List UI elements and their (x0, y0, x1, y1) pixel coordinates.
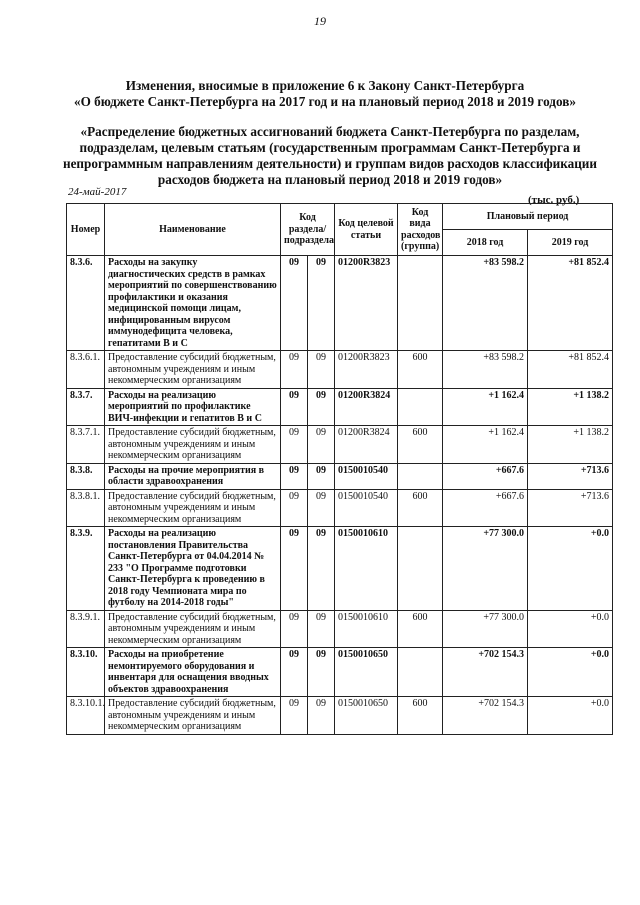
row-number: 8.3.6. (67, 256, 105, 351)
row-name: Предоставление субсидий бюджетным, автономным учреждениям и иным некоммерческим организациям (105, 697, 281, 735)
document-subtitle: «Распределение бюджетных ассигнований бюджета Санкт-Петербурга по разделам, подразделам, целевым статьям (государственным программам Санкт-Петербурга и непрограммным направлениям деятельности) и группам видов расходов классификации расходов бюджета на плановый период 2018 и 2019 годов» (62, 124, 597, 187)
header-name: Наименование (105, 204, 281, 256)
row-subsection: 09 (308, 351, 335, 389)
row-type: 600 (398, 610, 443, 648)
row-target: 0150010540 (335, 463, 398, 489)
row-section: 09 (281, 697, 308, 735)
row-number: 8.3.8.1. (67, 489, 105, 527)
row-section: 09 (281, 610, 308, 648)
table-row (67, 648, 613, 697)
unit-label: (тыс. руб.) (528, 194, 580, 206)
row-2018: +667.6 (443, 463, 528, 489)
header-number: Номер (67, 204, 105, 256)
row-type (398, 388, 443, 426)
budget-table (66, 203, 613, 735)
header-plan: Плановый период (443, 204, 613, 230)
row-type (398, 527, 443, 611)
row-name: Предоставление субсидий бюджетным, автономным учреждениям и иным некоммерческим организациям (105, 426, 281, 464)
header-target: Код целевой статьи (335, 204, 398, 256)
header-type: Код вида расходов (группа) (398, 204, 443, 256)
row-subsection: 09 (308, 256, 335, 351)
row-subsection: 09 (308, 463, 335, 489)
row-2019: +0.0 (528, 610, 613, 648)
row-2019: +1 138.2 (528, 388, 613, 426)
row-target: 01200R3824 (335, 426, 398, 464)
header-2018: 2018 год (443, 230, 528, 256)
row-name: Расходы на реализацию постановления Правительства Санкт-Петербурга от 04.04.2014 № 233 "О Программе подготовки Санкт-Петербурга к проведению в 2018 году Чемпионата мира по футболу на 2014-2018 годы" (105, 527, 281, 611)
row-subsection: 09 (308, 697, 335, 735)
row-target: 0150010650 (335, 697, 398, 735)
row-type: 600 (398, 351, 443, 389)
row-subsection: 09 (308, 489, 335, 527)
row-2019: +713.6 (528, 463, 613, 489)
row-2019: +713.6 (528, 489, 613, 527)
table-row (67, 351, 613, 389)
row-subsection: 09 (308, 610, 335, 648)
row-2019: +81 852.4 (528, 256, 613, 351)
row-target: 0150010610 (335, 610, 398, 648)
row-name: Расходы на реализацию мероприятий по профилактике ВИЧ-инфекции и гепатитов В и С (105, 388, 281, 426)
row-target: 0150010540 (335, 489, 398, 527)
row-number: 8.3.9. (67, 527, 105, 611)
document-title (40, 78, 610, 110)
row-2019: +0.0 (528, 697, 613, 735)
row-name: Предоставление субсидий бюджетным, автономным учреждениям и иным некоммерческим организациям (105, 489, 281, 527)
table-row (67, 388, 613, 426)
row-number: 8.3.7. (67, 388, 105, 426)
row-target: 0150010610 (335, 527, 398, 611)
row-2019: +0.0 (528, 648, 613, 697)
row-section: 09 (281, 351, 308, 389)
page-number: 19 (314, 14, 326, 28)
row-name: Предоставление субсидий бюджетным, автономным учреждениям и иным некоммерческим организациям (105, 351, 281, 389)
row-type (398, 463, 443, 489)
header-2019: 2019 год (528, 230, 613, 256)
header-section: Код раздела/ подраздела (281, 204, 335, 256)
row-2019: +81 852.4 (528, 351, 613, 389)
table-row (67, 256, 613, 351)
row-section: 09 (281, 489, 308, 527)
table-body (67, 256, 613, 735)
row-number: 8.3.7.1. (67, 426, 105, 464)
table-row (67, 610, 613, 648)
row-number: 8.3.10. (67, 648, 105, 697)
row-subsection: 09 (308, 648, 335, 697)
table-row (67, 489, 613, 527)
row-number: 8.3.8. (67, 463, 105, 489)
row-subsection: 09 (308, 388, 335, 426)
row-target: 01200R3823 (335, 351, 398, 389)
row-2018: +1 162.4 (443, 388, 528, 426)
title-line-2: «О бюджете Санкт-Петербурга на 2017 год и на плановый период 2018 и 2019 годов» (74, 94, 576, 109)
table-row (67, 527, 613, 611)
row-2018: +77 300.0 (443, 610, 528, 648)
row-section: 09 (281, 256, 308, 351)
row-type (398, 256, 443, 351)
row-target: 01200R3824 (335, 388, 398, 426)
table-row (67, 697, 613, 735)
row-2018: +702 154.3 (443, 648, 528, 697)
row-type (398, 648, 443, 697)
row-section: 09 (281, 648, 308, 697)
row-target: 0150010650 (335, 648, 398, 697)
row-number: 8.3.10.1. (67, 697, 105, 735)
row-2018: +667.6 (443, 489, 528, 527)
row-subsection: 09 (308, 426, 335, 464)
row-2018: +1 162.4 (443, 426, 528, 464)
row-section: 09 (281, 388, 308, 426)
row-number: 8.3.9.1. (67, 610, 105, 648)
row-type: 600 (398, 489, 443, 527)
row-subsection: 09 (308, 527, 335, 611)
row-2018: +83 598.2 (443, 256, 528, 351)
row-number: 8.3.6.1. (67, 351, 105, 389)
title-line-1: Изменения, вносимые в приложение 6 к Закону Санкт-Петербурга (125, 78, 525, 93)
row-target: 01200R3823 (335, 256, 398, 351)
row-section: 09 (281, 426, 308, 464)
row-name: Расходы на прочие мероприятия в области здравоохранения (105, 463, 281, 489)
table-row (67, 426, 613, 464)
row-2019: +0.0 (528, 527, 613, 611)
date-stamp: 24-май-2017 (68, 186, 127, 198)
row-type: 600 (398, 697, 443, 735)
table-row (67, 463, 613, 489)
row-section: 09 (281, 463, 308, 489)
row-2018: +77 300.0 (443, 527, 528, 611)
row-section: 09 (281, 527, 308, 611)
row-2019: +1 138.2 (528, 426, 613, 464)
row-name: Предоставление субсидий бюджетным, автономным учреждениям и иным некоммерческим организациям (105, 610, 281, 648)
row-name: Расходы на приобретение немонтируемого оборудования и инвентаря для оснащения вводных объектов здравоохранения (105, 648, 281, 697)
row-2018: +702 154.3 (443, 697, 528, 735)
row-name: Расходы на закупку диагностических средств в рамках мероприятий по совершенствованию профилактики и оказания медицинской помощи лицам, инфицированным вирусом иммунодефицита человека, гепатитами В и С (105, 256, 281, 351)
row-type: 600 (398, 426, 443, 464)
row-2018: +83 598.2 (443, 351, 528, 389)
